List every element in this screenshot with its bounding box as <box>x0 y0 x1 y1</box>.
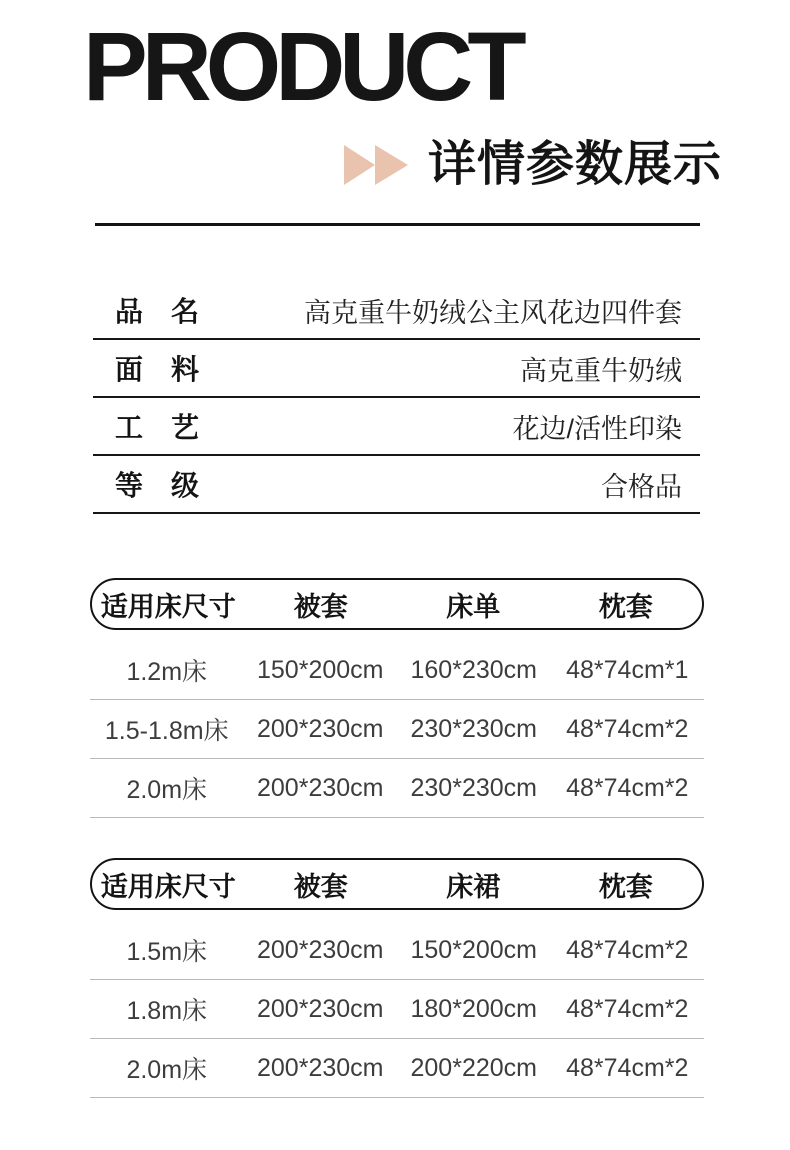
table-row <box>90 1039 704 1098</box>
column-header: 枕套 <box>598 591 653 622</box>
cell-bed-size: 2.0m床 <box>126 776 208 804</box>
cell-sheet: 230*230cm <box>410 714 537 743</box>
info-value: 高克重牛奶绒公主风花边四件套 <box>304 297 682 328</box>
column-header: 床裙 <box>446 871 501 902</box>
table-row <box>90 641 704 700</box>
column-header: 适用床尺寸 <box>100 871 236 902</box>
cell-pillow: 48*74cm*2 <box>566 773 689 802</box>
cell-skirt: 200*220cm <box>410 1053 537 1082</box>
cell-sheet: 230*230cm <box>410 773 537 802</box>
info-row-grade <box>93 456 700 514</box>
size-table-skirt <box>90 858 704 1098</box>
info-label: 工 艺 <box>115 412 200 443</box>
cell-sheet: 160*230cm <box>410 655 537 684</box>
size-table-body <box>90 641 704 818</box>
column-header: 枕套 <box>598 871 653 902</box>
section-subtitle-row <box>344 138 723 191</box>
page-title: PRODUCT <box>83 12 521 121</box>
info-value: 高克重牛奶绒 <box>520 355 682 386</box>
info-label: 面 料 <box>115 354 200 385</box>
section-title: 详情参数展示 <box>428 138 723 191</box>
table-row <box>90 921 704 980</box>
header-divider <box>95 223 700 226</box>
cell-pillow: 48*74cm*2 <box>566 1053 689 1082</box>
cell-bed-size: 1.5m床 <box>126 938 208 966</box>
cell-duvet: 200*230cm <box>257 994 384 1023</box>
cell-pillow: 48*74cm*2 <box>566 935 689 964</box>
info-row-craft <box>93 398 700 456</box>
cell-duvet: 200*230cm <box>257 714 384 743</box>
info-label: 等 级 <box>115 470 200 501</box>
column-header: 被套 <box>293 591 348 622</box>
cell-skirt: 180*200cm <box>410 994 537 1023</box>
size-table-header <box>90 858 704 910</box>
table-row <box>90 759 704 818</box>
info-value: 花边/活性印染 <box>512 413 682 444</box>
info-row-fabric <box>93 340 700 398</box>
arrow-triangle-2 <box>375 145 408 185</box>
cell-duvet: 200*230cm <box>257 773 384 802</box>
cell-duvet: 150*200cm <box>257 655 384 684</box>
info-label: 品 名 <box>115 296 200 327</box>
cell-bed-size: 1.5-1.8m床 <box>104 717 229 745</box>
cell-pillow: 48*74cm*2 <box>566 714 689 743</box>
cell-duvet: 200*230cm <box>257 1053 384 1082</box>
cell-bed-size: 1.8m床 <box>126 997 208 1025</box>
info-row-name <box>93 282 700 340</box>
product-info-table <box>93 282 700 514</box>
table-row <box>90 700 704 759</box>
size-table-body <box>90 921 704 1098</box>
arrow-triangle-1 <box>344 145 375 185</box>
size-table-sheet <box>90 578 704 818</box>
cell-duvet: 200*230cm <box>257 935 384 964</box>
cell-bed-size: 1.2m床 <box>126 658 208 686</box>
column-header: 被套 <box>293 871 348 902</box>
cell-skirt: 150*200cm <box>410 935 537 964</box>
cell-pillow: 48*74cm*2 <box>566 994 689 1023</box>
double-chevron-right-icon <box>344 142 412 188</box>
table-row <box>90 980 704 1039</box>
size-table-header <box>90 578 704 630</box>
column-header: 床单 <box>446 591 501 622</box>
info-value: 合格品 <box>601 471 682 502</box>
cell-bed-size: 2.0m床 <box>126 1056 208 1084</box>
column-header: 适用床尺寸 <box>100 591 236 622</box>
cell-pillow: 48*74cm*1 <box>566 655 689 684</box>
